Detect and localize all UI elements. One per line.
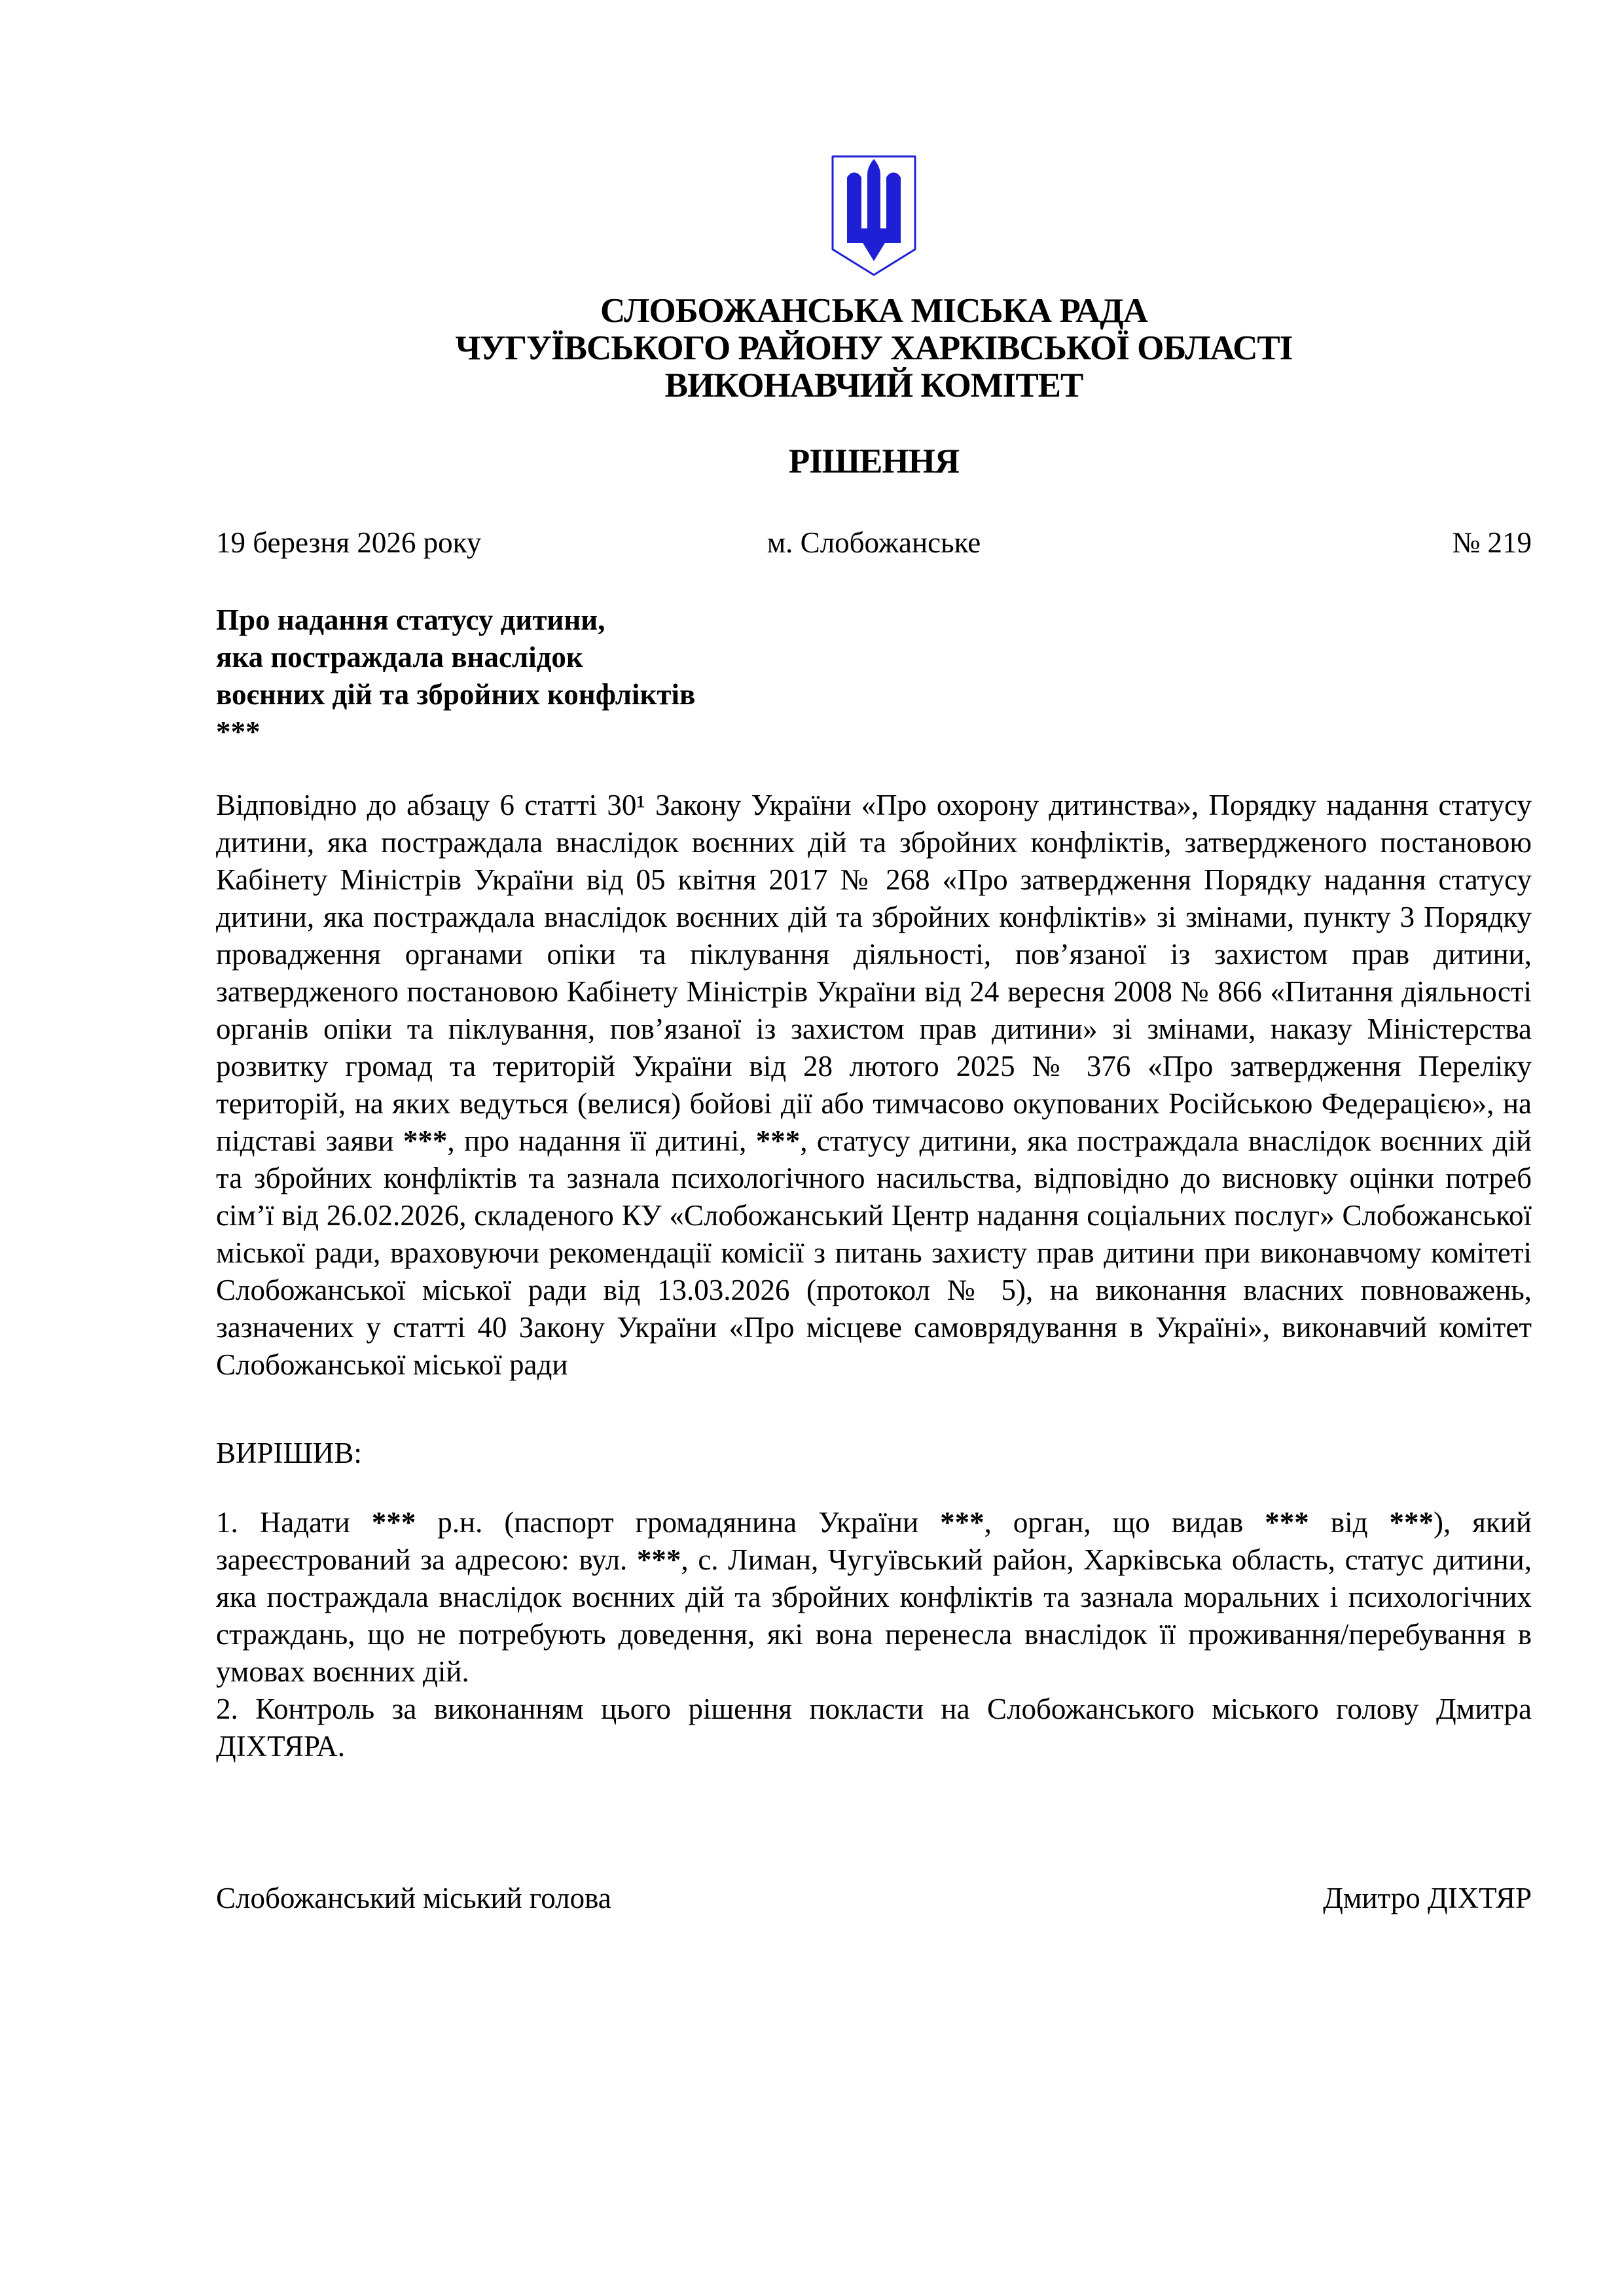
signature-position: Слобожанський міський голова <box>216 1882 611 1914</box>
subject-line-2: яка постраждала внаслідок <box>216 641 583 673</box>
document-number: № 219 <box>1452 526 1532 559</box>
subject-line-1: Про надання статусу дитини, <box>216 603 605 636</box>
document-date: 19 березня 2026 року <box>216 526 482 559</box>
preamble-paragraph: Відповідно до абзацу 6 статті 30¹ Закону України «Про охорону дитинства», Порядку надання статусу дитини, яка постраждала внаслідок воєнних дій та збройних конфліктів, затвердженого постановою Кабінету Міністрів України від 05 квітня 2017 № 268 «Про затвердження Порядку надання статусу дитини, яка постраждала внаслідок воєнних дій та збройних конфліктів» зі змінами, пункту 3 Порядку провадження органами опіки та піклування діяльності, пов’язаної із захистом прав дитини, затвердженого постановою Кабінету Міністрів України від 24 вересня 2008 № 866 «Питання діяльності органів опіки та піклування, пов’язаної із захистом прав дитини» зі змінами, наказу Міністерства розвитку громад та територій України від 28 лютого 2025 № 376 «Про затвердження Переліку територій, на яких ведуться (велися) бойові дії або тимчасово окупованих Російською Федерацією», на підставі заяви ***, про надання її дитині, ***, статусу дитини, яка постраждала внаслідок воєнних дій та збройних конфліктів та зазнала психологічного насильства, відповідно до висновку оцінки потреб сім’ї від 26.02.2026, складеного КУ «Слобожанський Центр надання соціальних послуг» Слобожанської міської ради, враховуючи рекомендації комісії з питань захисту прав дитини при виконавчому комітеті Слобожанської міської ради від 13.03.2026 (протокол № 5), на виконання власних повноважень, зазначених у статті 40 Закону України «Про місцеве самоврядування в Україні», виконавчий комітет Слобожанської міської ради <box>216 789 1532 1381</box>
ukraine-trident-emblem-icon <box>829 154 919 278</box>
document-type-title: РІШЕННЯ <box>788 442 960 480</box>
org-header <box>216 293 1532 404</box>
document-content <box>216 154 1532 1917</box>
document-place: м. Слобожанське <box>767 526 981 559</box>
resolved-label: ВИРІШИВ: <box>216 1437 362 1469</box>
resolution-item-1: 1. Надати *** р.н. (паспорт громадянина України ***, орган, що видав *** від ***), який зареєстрований за адресою: вул. ***, с. Лиман, Чугуївський район, Харківська область, статус дитини, яка постраждала внаслідок воєнних дій та збройних конфліктів та зазнала моральних і психологічних страждань, що не потребують доведення, які вона перенесла внаслідок її проживання/перебування в умовах воєнних дій. <box>216 1506 1532 1688</box>
emblem-trident-shape <box>847 159 901 261</box>
signature-row <box>216 1880 1532 1917</box>
subject-block <box>216 601 1532 751</box>
signature-name: Дмитро ДІХТЯР <box>1323 1882 1532 1914</box>
org-district-line: ЧУГУЇВСЬКОГО РАЙОНУ ХАРКІВСЬКОЇ ОБЛАСТІ <box>455 329 1293 367</box>
meta-row <box>216 524 1532 562</box>
org-committee-line: ВИКОНАВЧИЙ КОМІТЕТ <box>664 367 1083 404</box>
subject-line-3: воєнних дій та збройних конфліктів <box>216 678 696 711</box>
resolution-item-2: 2. Контроль за виконанням цього рішення покласти на Слобожанського міського голову Дмитра ДІХТЯРА. <box>216 1693 1532 1763</box>
org-name-line: СЛОБОЖАНСЬКА МІСЬКА РАДА <box>600 292 1147 330</box>
subject-line-4: *** <box>216 715 261 748</box>
